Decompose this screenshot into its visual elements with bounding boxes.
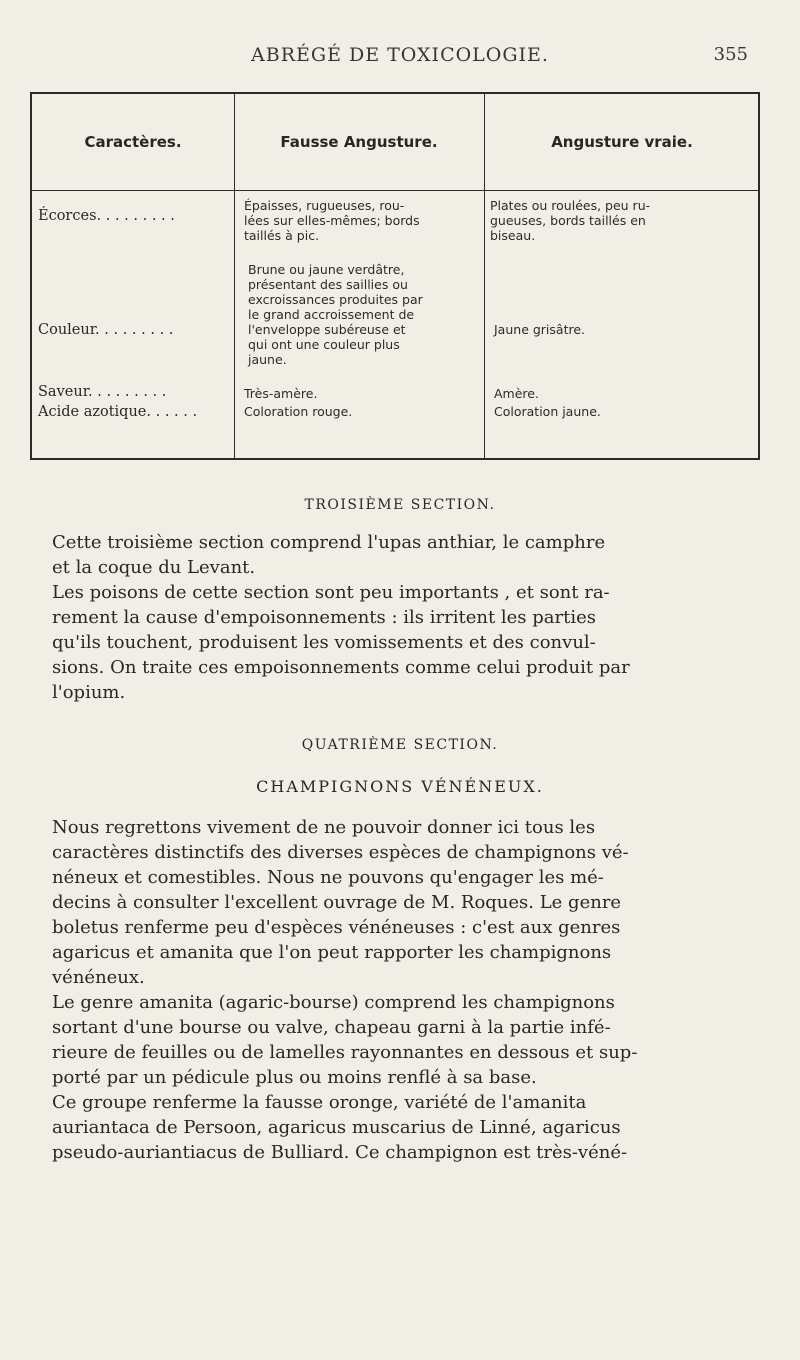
header-fausse-angusture: Fausse Angusture. (280, 133, 438, 151)
section4-text: Nous regrettons vivement de ne pouvoir donner ici tous les caractères distinctifs des diverses espèces de champignons vé- néneux et comestibles. Nous ne pouvons qu'engager les mé- decins à consulter l'excellent ouvrage de M. Roques. Le genre boletus renferme peu d'espèces vénéneuses : c'est aux genres agaricus et amanita que l'on peut rapporter les champignons vénéneux. Le genre amanita (agaric-bourse) comprend les champignons sortant d'une bourse ou valve, chapeau garni à la partie infé- rieure de feuilles ou de lamelles rayonnantes en dessous et sup- porté par un pédicule plus ou moins renflé à sa base. Ce groupe renferme la fausse oronge, variété de l'amanita auriantaca de Persoon, agaricus muscarius de Linné, agaricus pseudo-auriantiacus de Bulliard. Ce champignon est très-véné- (52, 817, 638, 1163)
cell-acide-vraie: Coloration jaune. (494, 404, 601, 419)
header-angusture-vraie: Angusture vraie. (551, 133, 693, 151)
cell-acide-fausse: Coloration rouge. (244, 404, 353, 419)
row-label-couleur: Couleur. . . . . . . . . (38, 322, 174, 338)
cell-couleur-fausse: Brune ou jaune verdâtre, présentant des saillies ou excroissances produites par le grand accroissement de l'enveloppe subéreuse et qui ont une couleur plus jaune. (248, 262, 423, 367)
row-label-ecorces: Écorces. . . . . . . . . (38, 208, 175, 224)
cell-saveur-vraie: Amère. (494, 386, 539, 401)
running-head (0, 44, 800, 74)
comparison-table (30, 92, 760, 460)
cell-ecorces-vraie: Plates ou roulées, peu ru- gueuses, bords taillés en biseau. (490, 198, 651, 243)
running-title: ABRÉGÉ DE TOXICOLOGIE. (251, 44, 549, 66)
cell-couleur-vraie: Jaune grisâtre. (494, 322, 586, 337)
row-label-saveur: Saveur. . . . . . . . . (38, 384, 167, 400)
section4-title: CHAMPIGNONS VÉNÉNEUX. (256, 777, 544, 796)
row-label-acide-azotique: Acide azotique. . . . . . (38, 404, 198, 420)
header-caracteres: Caractères. (84, 133, 182, 151)
section3-text: Cette troisième section comprend l'upas anthiar, le camphre et la coque du Levant. Les poisons de cette section sont peu importants , et sont ra- rement la cause d'empoisonnements : ils irritent les parties qu'ils touchent, produisent les vomissements et des convul- sions. On traite ces empoisonnements comme celui produit par l'opium. (52, 532, 630, 703)
cell-ecorces-fausse: Épaisses, rugueuses, rou- lées sur elles-mêmes; bords taillés à pic. (244, 198, 420, 243)
section-heading-quatrieme: QUATRIÈME SECTION. (301, 737, 499, 753)
section-heading-troisieme: TROISIÈME SECTION. (304, 497, 496, 513)
page-number: 355 (713, 44, 748, 65)
table-header-divider (32, 190, 758, 191)
cell-saveur-fausse: Très-amère. (244, 386, 318, 401)
